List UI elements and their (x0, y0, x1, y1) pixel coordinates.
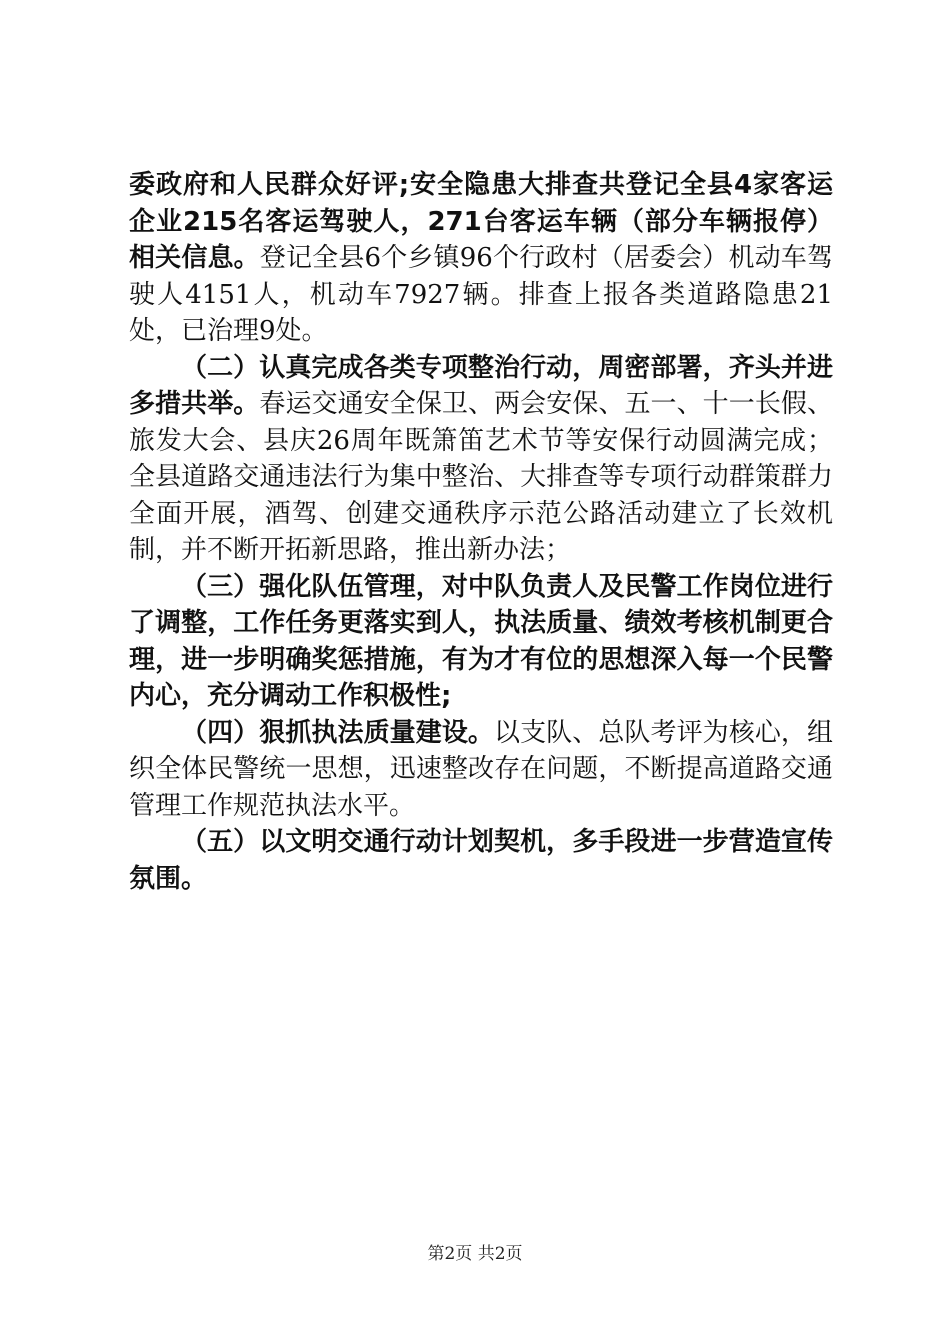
paragraph-section-2 (129, 350, 833, 569)
paragraph-continuation (129, 167, 833, 350)
paragraph-section-3 (129, 569, 833, 715)
page-number: 第2页 共2页 (427, 1244, 523, 1264)
paragraph-section-5 (129, 824, 833, 897)
section-heading-3: （三）强化队伍管理，对中队负责人及民警工作岗位进行了调整，工作任务更落实到人，执法质量、绩效考核机制更合理，进一步明确奖惩措施，有为才有位的思想深入每一个民警内心，充分调动工作积极性; (129, 571, 833, 711)
section-heading-4: （四）狠抓执法质量建设。 (181, 717, 494, 748)
section-heading-5: （五）以文明交通行动计划契机，多手段进一步营造宣传氛围。 (129, 827, 833, 894)
paragraph-bold-text: 委政府和人民群众好评;安全隐患大排查共登记全县4家客运企业215名客运驾驶人，271台客运车辆（部分车辆报停）相关信息。 (129, 170, 833, 273)
section-heading-2: （二）认真完成各类专项整治行动，周密部署，齐头并进多措共举。 (129, 352, 833, 419)
paragraph-text: 以支队、总队考评为核心，组织全体民警统一思想，迅速整改存在问题，不断提高道路交通管理工作规范执法水平。 (129, 717, 833, 821)
paragraph-section-4 (129, 715, 833, 825)
document-body (129, 167, 833, 897)
paragraph-text: 春运交通安全保卫、两会安保、五一、十一长假、旅发大会、县庆26周年既箫笛艺术节等安保行动圆满完成；全县道路交通违法行为集中整治、大排查等专项行动群策群力全面开展，酒驾、创建交通秩序示范公路活动建立了长效机制，并不断开拓新思路，推出新办法； (129, 389, 833, 565)
paragraph-text: 登记全县6个乡镇96个行政村（居委会）机动车驾驶人4151人，机动车7927辆。排查上报各类道路隐患21处，已治理9处。 (129, 243, 833, 346)
page-footer (0, 1243, 950, 1265)
